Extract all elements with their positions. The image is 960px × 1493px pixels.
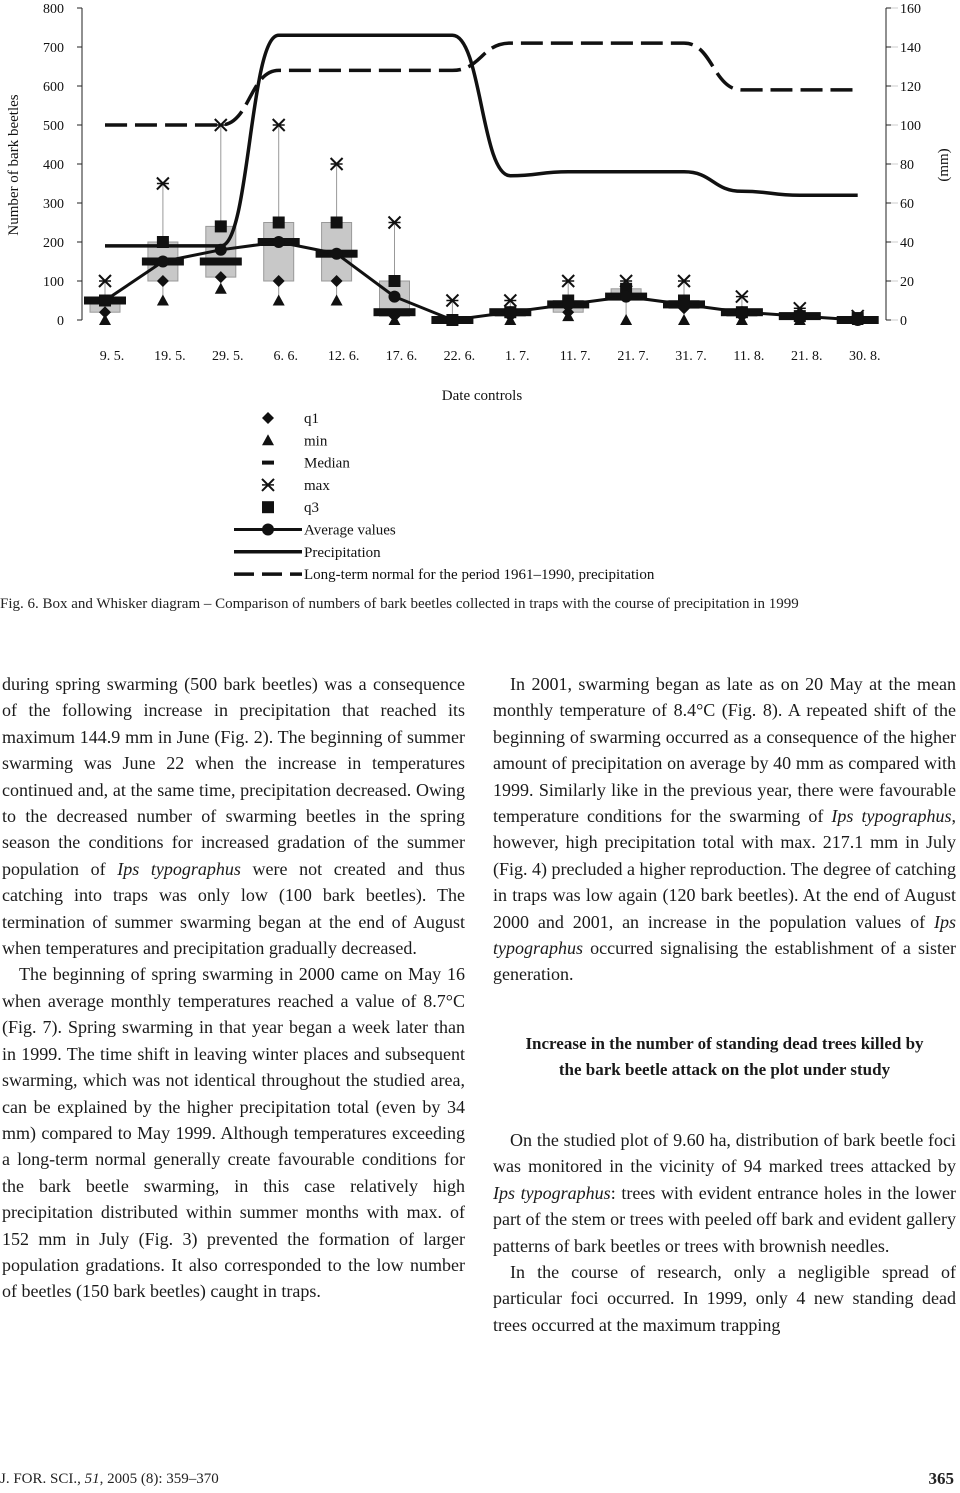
x-tick-label: 21. 7.	[617, 349, 649, 364]
legend-label: q3	[304, 500, 319, 517]
legend-median-symbol	[262, 461, 274, 465]
y-left-tick-label: 600	[43, 80, 64, 95]
right-text-column	[493, 671, 956, 1338]
right-paragraph-1: In 2001, swarming began as late as on 20 May at the mean monthly temperature of 8.4°C (Fig. 8). A repeated shift of the beginning of swarming occurred as a consequence of the higher amount of precipitation on average by 40 mm as compared with 1999. Similarly like in the previous year, there were favourable temperature conditions for the swarming of Ips typographus, however, high precipitation total with max. 217.1 mm in July (Fig. 4) precluded a higher reproduction. The degree of catching in traps was low again (120 bark beetles). At the end of August 2000 and 2001, an increase in the population values of Ips typographus occurred signalising the establishment of a sister generation.	[493, 674, 956, 985]
legend-label: q1	[304, 411, 319, 427]
box-whisker-chart	[0, 0, 960, 590]
y-right-axis-label: (mm)	[936, 148, 952, 182]
x-tick-label: 21. 8.	[791, 349, 823, 364]
y-right-tick-label: 160	[900, 2, 921, 17]
y-left-axis-label: Number of bark beetles	[6, 94, 22, 236]
legend-min-symbol	[262, 434, 274, 445]
precipitation-series-line	[105, 35, 858, 246]
y-left-tick-label: 300	[43, 197, 64, 212]
average-point	[331, 248, 343, 260]
x-tick-label: 31. 7.	[675, 349, 707, 364]
y-left-tick-label: 700	[43, 41, 64, 56]
x-tick-label: 12. 6.	[327, 349, 360, 364]
legend-q1-symbol	[262, 412, 274, 424]
y-left-tick-label: 0	[57, 314, 64, 329]
y-right-tick-label: 100	[900, 119, 921, 134]
y-right-tick-label: 80	[900, 158, 914, 173]
x-tick-label: 11. 7.	[559, 349, 591, 364]
journal-citation: J. FOR. SCI., 51, 2005 (8): 359–370	[0, 1471, 219, 1487]
min-point	[99, 314, 111, 325]
y-right-tick-label: 140	[900, 41, 921, 56]
x-tick-label: 1. 7.	[505, 349, 530, 364]
right-paragraph-3: In the course of research, only a negligible spread of particular foci occurred. In 1999, only 4 new standing dead trees occurred at the maximum trapping	[493, 1261, 956, 1335]
average-point	[389, 291, 401, 303]
average-point	[504, 306, 516, 318]
y-right-tick-label: 60	[900, 197, 914, 212]
x-tick-label: 30. 8.	[848, 349, 881, 364]
legend-label: max	[304, 477, 330, 494]
min-point	[331, 295, 343, 306]
median-bar	[200, 258, 242, 266]
legend-label: Average values	[304, 522, 396, 539]
legend-label: Median	[304, 455, 350, 472]
y-left-tick-label: 200	[43, 236, 64, 251]
legend-label: Precipitation	[304, 544, 381, 561]
legend-label: min	[304, 433, 328, 450]
y-left-tick-label: 800	[43, 2, 64, 17]
legend-average-symbol	[262, 524, 274, 536]
y-left-tick-label: 400	[43, 158, 64, 173]
average-point	[157, 256, 169, 268]
y-right-tick-label: 20	[900, 275, 914, 290]
min-point	[678, 314, 690, 325]
average-point	[852, 314, 864, 326]
min-point	[620, 314, 632, 325]
x-tick-label: 17. 6.	[385, 349, 418, 364]
average-point	[562, 298, 574, 310]
average-point	[678, 298, 690, 310]
legend-q3-symbol	[262, 501, 274, 513]
x-tick-label: 29. 5.	[212, 349, 244, 364]
left-paragraph-2: The beginning of spring swarming in 2000 came on May 16 when average monthly temperatures reached a value of 8.7°C (Fig. 7). Spring swarming in that year began a week later than in 1999. The time shift in leaving winter places and subsequent swarming, which was not identical throughout the studied area, can be explained by the higher precipitation total (even by 34 mm) compared to May 1999. Although temperatures exceeding a long-term normal generally create favourable conditions for the bark beetle swarming, in this case relatively high precipitation distributed within summer months with max. of 152 mm in July (Fig. 3) prevented the formation of larger population gradations. It also corresponded to the low number of beetles (150 bark beetles) caught in traps.	[2, 964, 465, 1302]
x-tick-label: 9. 5.	[99, 349, 125, 364]
left-text-column	[2, 671, 465, 1305]
q3-point	[331, 217, 343, 229]
q3-point	[389, 275, 401, 287]
min-point	[157, 295, 169, 306]
x-tick-label: 19. 5.	[154, 349, 186, 364]
x-tick-label: 11. 8.	[733, 349, 765, 364]
y-left-tick-label: 500	[43, 119, 64, 134]
average-point	[446, 314, 458, 326]
y-left-tick-label: 100	[43, 275, 64, 290]
y-right-tick-label: 40	[900, 236, 914, 251]
average-point	[215, 244, 227, 256]
y-right-tick-label: 0	[900, 314, 907, 329]
q3-point	[157, 236, 169, 248]
legend-label: Long-term normal for the period 1961–1990, precipitation	[304, 567, 655, 584]
q3-point	[215, 220, 227, 232]
q3-point	[273, 217, 285, 229]
average-point	[794, 310, 806, 322]
average-point	[620, 291, 632, 303]
min-point	[215, 283, 227, 294]
chart-legend	[234, 411, 655, 583]
average-point	[736, 306, 748, 318]
min-point	[273, 295, 285, 306]
x-axis-title: Date controls	[441, 388, 523, 404]
left-paragraph-1: during spring swarming (500 bark beetles) was a consequence of the following increase in precipitation that reached its maximum 144.9 mm in June (Fig. 2). The beginning of summer swarming was June 22 when the increase in temperatures continued and, at the same time, precipitation decreased. Owing to the decreased number of swarming beetles in the spring season the conditions for increased gradation of the summer population of Ips typographus were not created and thus catching into traps was only low (100 bark beetles). The termination of summer swarming began at the end of August when temperatures and precipitation gradually decreased.	[2, 674, 465, 959]
box-q1-q3	[264, 223, 294, 282]
average-point	[99, 295, 111, 307]
x-tick-label: 6. 6.	[273, 349, 298, 364]
legend-max-symbol	[262, 479, 274, 491]
x-tick-label: 22. 6.	[443, 349, 476, 364]
average-point	[273, 236, 285, 248]
y-right-tick-label: 120	[900, 80, 921, 95]
section-heading: Increase in the number of standing dead trees killed by the bark beetle attack on the plot under study	[525, 1033, 924, 1079]
figure-caption: Fig. 6. Box and Whisker diagram – Comparison of numbers of bark beetles collected in traps with the course of precipitation in 1999	[0, 596, 799, 612]
page-number: 365	[928, 1469, 954, 1488]
right-paragraph-2: On the studied plot of 9.60 ha, distribution of bark beetle foci was monitored in the vicinity of 94 marked trees attacked by Ips typographus: trees with evident entrance holes in the lower part of the stem or trees with peeled off bark and evident gallery patterns of bark beetles or trees with brownish needles.	[493, 1129, 957, 1256]
